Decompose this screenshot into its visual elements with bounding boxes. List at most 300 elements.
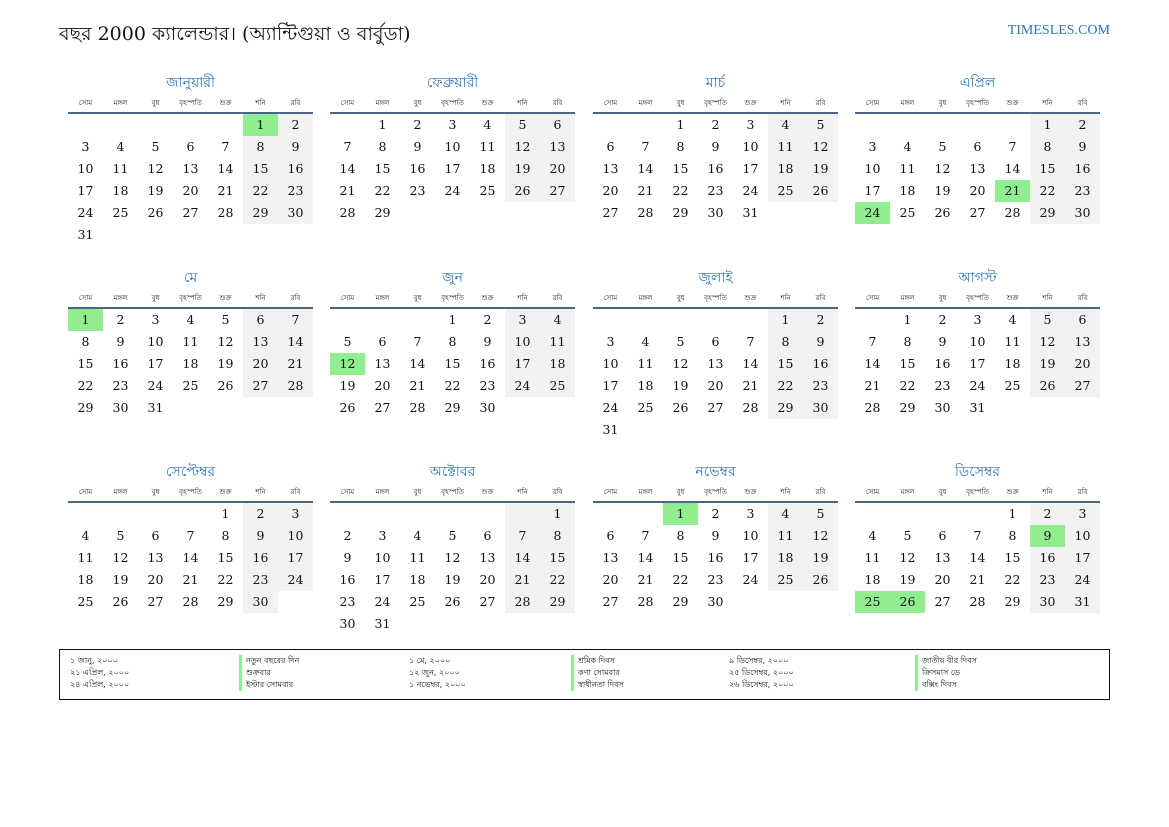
week-row	[855, 503, 1100, 525]
day-cell: 24	[77, 205, 94, 220]
empty-cell	[470, 613, 505, 635]
week-row	[330, 397, 575, 419]
empty-cell	[768, 591, 803, 613]
day-cell: 30	[278, 202, 313, 224]
week-row	[68, 202, 313, 224]
empty-cell	[1030, 397, 1065, 419]
day-cell: 7	[413, 334, 422, 349]
day-cell: 1	[676, 117, 685, 132]
week-row	[330, 503, 575, 525]
weekday-label: রবি	[290, 99, 301, 107]
day-cell: 12	[112, 550, 129, 565]
empty-cell	[803, 419, 838, 441]
day-cell: 29	[1004, 594, 1021, 609]
empty-cell	[470, 202, 505, 224]
empty-cell	[330, 114, 365, 136]
day-cell: 19	[147, 183, 164, 198]
day-cell: 23	[707, 183, 724, 198]
day-cell: 6	[973, 139, 982, 154]
day-cell: 11	[637, 356, 654, 371]
empty-cell	[628, 309, 663, 331]
empty-cell	[628, 503, 663, 525]
weekday-label: রবি	[815, 99, 826, 107]
month-name: এপ্রিল	[959, 75, 996, 91]
day-cell: 19	[899, 572, 916, 587]
weekday-label: শনি	[780, 99, 791, 107]
day-cell: 27	[969, 205, 986, 220]
legend-holiday-name: স্বাধীনতা দিবস	[571, 679, 624, 691]
day-cell: 30	[339, 616, 356, 631]
day-cell: 8	[1030, 136, 1065, 158]
day-cell: 17	[505, 353, 540, 375]
weekday-header	[855, 96, 1100, 114]
month-block	[68, 268, 313, 419]
day-cell: 18	[768, 158, 803, 180]
week-row	[855, 547, 1100, 569]
day-cell: 13	[602, 550, 619, 565]
day-cell: 28	[278, 375, 313, 397]
day-cell: 9	[278, 136, 313, 158]
empty-cell	[1065, 397, 1100, 419]
day-cell: 12	[934, 161, 951, 176]
day-cell: 16	[1030, 547, 1065, 569]
day-cell: 14	[505, 547, 540, 569]
empty-cell	[208, 397, 243, 419]
week-row	[68, 158, 313, 180]
day-cell: 30	[1030, 591, 1065, 613]
weekday-label: মঙ্গল	[900, 294, 915, 302]
day-cell: 22	[217, 572, 234, 587]
weekday-label: সোম	[865, 488, 880, 496]
day-cell: 5	[903, 528, 912, 543]
day-cell: 17	[742, 161, 759, 176]
weekday-label: বুধ	[413, 99, 422, 107]
weekday-label: শুক্র	[481, 99, 494, 107]
day-cell: 14	[278, 331, 313, 353]
day-cell: 12	[899, 550, 916, 565]
day-cell: 5	[803, 114, 838, 136]
empty-cell	[470, 503, 505, 525]
empty-cell	[138, 114, 173, 136]
empty-cell	[803, 591, 838, 613]
empty-cell	[173, 114, 208, 136]
day-cell: 17	[374, 572, 391, 587]
day-cell: 15	[768, 353, 803, 375]
legend-date: ২৬ ডিসেম্বর, ২০০০	[729, 680, 794, 689]
day-cell: 9	[413, 139, 422, 154]
day-cell: 28	[1004, 205, 1021, 220]
day-cell: 16	[803, 353, 838, 375]
day-cell: 29	[374, 205, 391, 220]
day-cell: 2	[938, 312, 947, 327]
weekday-label: শনি	[1042, 294, 1053, 302]
weekday-label: রবি	[552, 488, 563, 496]
day-cell: 15	[77, 356, 94, 371]
weekday-label: সোম	[340, 294, 355, 302]
day-cell: 15	[1030, 158, 1065, 180]
empty-cell	[243, 224, 278, 246]
day-cell: 21	[409, 378, 426, 393]
day-cell: 16	[278, 158, 313, 180]
weekday-label: রবি	[1077, 99, 1088, 107]
day-cell: 20	[934, 572, 951, 587]
day-cell: 21	[505, 569, 540, 591]
week-row	[330, 591, 575, 613]
day-cell: 23	[803, 375, 838, 397]
week-row	[593, 114, 838, 136]
day-cell: 25	[1004, 378, 1021, 393]
empty-cell	[173, 397, 208, 419]
week-row	[330, 158, 575, 180]
day-cell: 8	[676, 139, 685, 154]
day-cell: 19	[672, 378, 689, 393]
empty-cell	[505, 613, 540, 635]
day-cell: 1	[663, 503, 698, 525]
week-row	[330, 202, 575, 224]
day-cell: 13	[374, 356, 391, 371]
weekday-label: শনি	[780, 488, 791, 496]
day-cell: 23	[707, 572, 724, 587]
day-cell: 9	[803, 331, 838, 353]
day-cell: 11	[864, 550, 881, 565]
day-cell: 27	[934, 594, 951, 609]
day-cell: 3	[448, 117, 457, 132]
empty-cell	[138, 224, 173, 246]
day-cell: 2	[243, 503, 278, 525]
empty-cell	[435, 503, 470, 525]
empty-cell	[278, 224, 313, 246]
day-cell: 17	[77, 183, 94, 198]
day-cell: 26	[505, 180, 540, 202]
empty-cell	[173, 503, 208, 525]
week-row	[855, 331, 1100, 353]
day-cell: 12	[803, 525, 838, 547]
empty-cell	[505, 397, 540, 419]
weekday-label: শুক্র	[219, 99, 232, 107]
empty-cell	[628, 114, 663, 136]
day-cell: 20	[969, 183, 986, 198]
week-row	[593, 180, 838, 202]
day-cell: 21	[637, 572, 654, 587]
day-cell: 18	[899, 183, 916, 198]
day-cell: 13	[243, 331, 278, 353]
day-cell: 3	[378, 528, 387, 543]
weekday-label: মঙ্গল	[113, 99, 128, 107]
weekday-label: শুক্র	[481, 488, 494, 496]
empty-cell	[593, 114, 628, 136]
day-cell: 28	[217, 205, 234, 220]
day-cell: 16	[707, 161, 724, 176]
weekday-label: বুধ	[151, 294, 160, 302]
empty-cell	[243, 397, 278, 419]
week-row	[593, 136, 838, 158]
weekday-label: বুধ	[676, 294, 685, 302]
weekday-header	[68, 291, 313, 309]
day-cell: 17	[147, 356, 164, 371]
empty-cell	[173, 224, 208, 246]
day-cell: 3	[746, 506, 755, 521]
weekday-label: শনি	[1042, 99, 1053, 107]
legend-date: ২৪ এপ্রিল, ২০০০	[70, 680, 130, 689]
week-row	[330, 331, 575, 353]
day-cell: 20	[707, 378, 724, 393]
day-cell: 17	[864, 183, 881, 198]
day-cell: 8	[768, 331, 803, 353]
day-cell: 12	[505, 136, 540, 158]
week-row	[330, 114, 575, 136]
day-cell: 25	[540, 375, 575, 397]
week-row	[330, 569, 575, 591]
weekday-label: বৃহস্পতি	[179, 488, 202, 496]
week-row	[855, 202, 1100, 224]
day-cell: 29	[899, 400, 916, 415]
day-cell: 6	[378, 334, 387, 349]
day-cell: 11	[77, 550, 94, 565]
week-row	[68, 547, 313, 569]
day-cell: 5	[1030, 309, 1065, 331]
month-name: সেপ্টেম্বর	[165, 464, 216, 480]
empty-cell	[855, 503, 890, 525]
day-cell: 24	[147, 378, 164, 393]
weekday-label: সোম	[865, 99, 880, 107]
day-cell: 26	[1030, 375, 1065, 397]
empty-cell	[505, 202, 540, 224]
day-cell: 23	[409, 183, 426, 198]
day-cell: 29	[217, 594, 234, 609]
day-cell: 1	[243, 114, 278, 136]
day-cell: 7	[278, 309, 313, 331]
day-cell: 2	[1030, 503, 1065, 525]
day-cell: 13	[147, 550, 164, 565]
day-cell: 25	[409, 594, 426, 609]
day-cell: 28	[339, 205, 356, 220]
day-cell: 4	[868, 528, 877, 543]
weekday-label: সোম	[865, 294, 880, 302]
month-block	[330, 73, 575, 224]
day-cell: 31	[147, 400, 164, 415]
day-cell: 9	[938, 334, 947, 349]
week-row	[855, 353, 1100, 375]
weekday-label: সোম	[78, 99, 93, 107]
week-row	[593, 525, 838, 547]
day-cell: 4	[641, 334, 650, 349]
month-block	[330, 462, 575, 635]
empty-cell	[733, 309, 768, 331]
day-cell: 30	[243, 591, 278, 613]
weekday-label: শুক্র	[1006, 294, 1019, 302]
weekday-header	[855, 291, 1100, 309]
day-cell: 1	[448, 312, 457, 327]
week-row	[593, 547, 838, 569]
day-cell: 6	[606, 139, 615, 154]
empty-cell	[663, 309, 698, 331]
day-cell: 6	[483, 528, 492, 543]
day-cell: 28	[742, 400, 759, 415]
day-cell: 22	[77, 378, 94, 393]
day-cell: 29	[243, 202, 278, 224]
day-cell: 28	[864, 400, 881, 415]
week-row	[68, 136, 313, 158]
month-name: জানুয়ারী	[166, 75, 215, 91]
day-cell: 22	[1004, 572, 1021, 587]
weekday-header	[330, 485, 575, 503]
weekday-label: বৃহস্পতি	[704, 488, 727, 496]
day-cell: 14	[182, 550, 199, 565]
day-cell: 26	[803, 180, 838, 202]
weekday-label: রবি	[815, 488, 826, 496]
day-cell: 4	[540, 309, 575, 331]
week-row	[330, 613, 575, 635]
day-cell: 30	[1065, 202, 1100, 224]
day-cell: 16	[409, 161, 426, 176]
day-cell: 28	[637, 205, 654, 220]
legend-date: ৯ ডিসেম্বর, ২০০০	[729, 656, 789, 665]
day-cell: 31	[77, 227, 94, 242]
day-cell: 18	[637, 378, 654, 393]
day-cell: 9	[1065, 136, 1100, 158]
day-cell: 26	[147, 205, 164, 220]
month-name: নভেম্বর	[695, 464, 736, 480]
weekday-label: মঙ্গল	[375, 294, 390, 302]
empty-cell	[138, 503, 173, 525]
day-cell: 19	[934, 183, 951, 198]
day-cell: 15	[540, 547, 575, 569]
day-cell: 30	[707, 594, 724, 609]
weekday-label: বৃহস্পতি	[441, 99, 464, 107]
weekday-label: মঙ্গল	[900, 488, 915, 496]
day-cell: 16	[1065, 158, 1100, 180]
day-cell: 26	[444, 594, 461, 609]
empty-cell	[768, 202, 803, 224]
weekday-label: রবি	[1077, 294, 1088, 302]
week-row	[68, 309, 313, 331]
weekday-label: সোম	[340, 99, 355, 107]
day-cell: 6	[186, 139, 195, 154]
weekday-label: শুক্র	[744, 99, 757, 107]
day-cell: 4	[903, 139, 912, 154]
day-cell: 21	[278, 353, 313, 375]
day-cell: 16	[707, 550, 724, 565]
day-cell: 27	[540, 180, 575, 202]
empty-cell	[628, 419, 663, 441]
day-cell: 22	[374, 183, 391, 198]
legend-holiday-name: শুক্রবার	[239, 667, 271, 679]
week-row	[68, 397, 313, 419]
weekday-label: শনি	[517, 488, 528, 496]
day-cell: 9	[711, 139, 720, 154]
holiday-legend	[59, 649, 1110, 700]
week-row	[855, 180, 1100, 202]
day-cell: 7	[641, 139, 650, 154]
day-cell: 25	[899, 205, 916, 220]
day-cell: 19	[803, 547, 838, 569]
day-cell: 11	[112, 161, 129, 176]
day-cell: 23	[112, 378, 129, 393]
day-cell: 11	[540, 331, 575, 353]
day-cell: 13	[479, 550, 496, 565]
day-cell: 10	[147, 334, 164, 349]
day-cell: 12	[217, 334, 234, 349]
weekday-label: শনি	[255, 488, 266, 496]
day-cell: 6	[606, 528, 615, 543]
week-row	[330, 525, 575, 547]
empty-cell	[803, 202, 838, 224]
day-cell: 19	[217, 356, 234, 371]
day-cell: 25	[77, 594, 94, 609]
week-row	[68, 375, 313, 397]
day-cell: 26	[803, 569, 838, 591]
site-link[interactable]: TIMESLES.COM	[1007, 23, 1110, 38]
weekday-label: বৃহস্পতি	[966, 294, 989, 302]
day-cell: 1	[221, 506, 230, 521]
week-row	[330, 309, 575, 331]
day-cell: 16	[112, 356, 129, 371]
empty-cell	[365, 309, 400, 331]
day-cell: 20	[147, 572, 164, 587]
empty-cell	[995, 114, 1030, 136]
day-cell: 10	[742, 139, 759, 154]
day-cell: 27	[602, 205, 619, 220]
week-row	[68, 591, 313, 613]
empty-cell	[925, 503, 960, 525]
day-cell: 2	[1065, 114, 1100, 136]
empty-cell	[400, 202, 435, 224]
day-cell: 11	[899, 161, 916, 176]
day-cell: 26	[339, 400, 356, 415]
day-cell: 19	[112, 572, 129, 587]
day-cell: 25	[182, 378, 199, 393]
day-cell: 29	[672, 594, 689, 609]
day-cell: 21	[742, 378, 759, 393]
day-cell: 31	[1065, 591, 1100, 613]
weekday-label: শুক্র	[744, 294, 757, 302]
day-cell: 14	[1004, 161, 1021, 176]
day-cell: 10	[602, 356, 619, 371]
month-name: ফেব্রুয়ারী	[426, 75, 479, 91]
weekday-label: সোম	[78, 488, 93, 496]
weekday-label: সোম	[78, 294, 93, 302]
day-cell: 7	[343, 139, 352, 154]
day-cell: 26	[934, 205, 951, 220]
week-row	[855, 591, 1100, 613]
day-cell: 20	[479, 572, 496, 587]
day-cell: 19	[444, 572, 461, 587]
weekday-header	[593, 485, 838, 503]
day-cell: 15	[899, 356, 916, 371]
weekday-label: মঙ্গল	[113, 488, 128, 496]
legend-holiday-name: শ্রমিক দিবস	[571, 655, 615, 667]
day-cell: 30	[112, 400, 129, 415]
day-cell: 10	[505, 331, 540, 353]
day-cell: 27	[479, 594, 496, 609]
day-cell: 22	[672, 572, 689, 587]
day-cell: 23	[934, 378, 951, 393]
day-cell: 24	[855, 202, 890, 224]
day-cell: 10	[969, 334, 986, 349]
day-cell: 17	[969, 356, 986, 371]
legend-holiday-name: ইস্টার সোমবার	[239, 679, 293, 691]
day-cell: 23	[339, 594, 356, 609]
week-row	[593, 309, 838, 331]
week-row	[855, 136, 1100, 158]
weekday-label: বৃহস্পতি	[441, 488, 464, 496]
weekday-label: সোম	[603, 99, 618, 107]
day-cell: 20	[540, 158, 575, 180]
day-cell: 10	[444, 139, 461, 154]
weekday-label: শনি	[255, 294, 266, 302]
day-cell: 11	[479, 139, 496, 154]
day-cell: 5	[448, 528, 457, 543]
